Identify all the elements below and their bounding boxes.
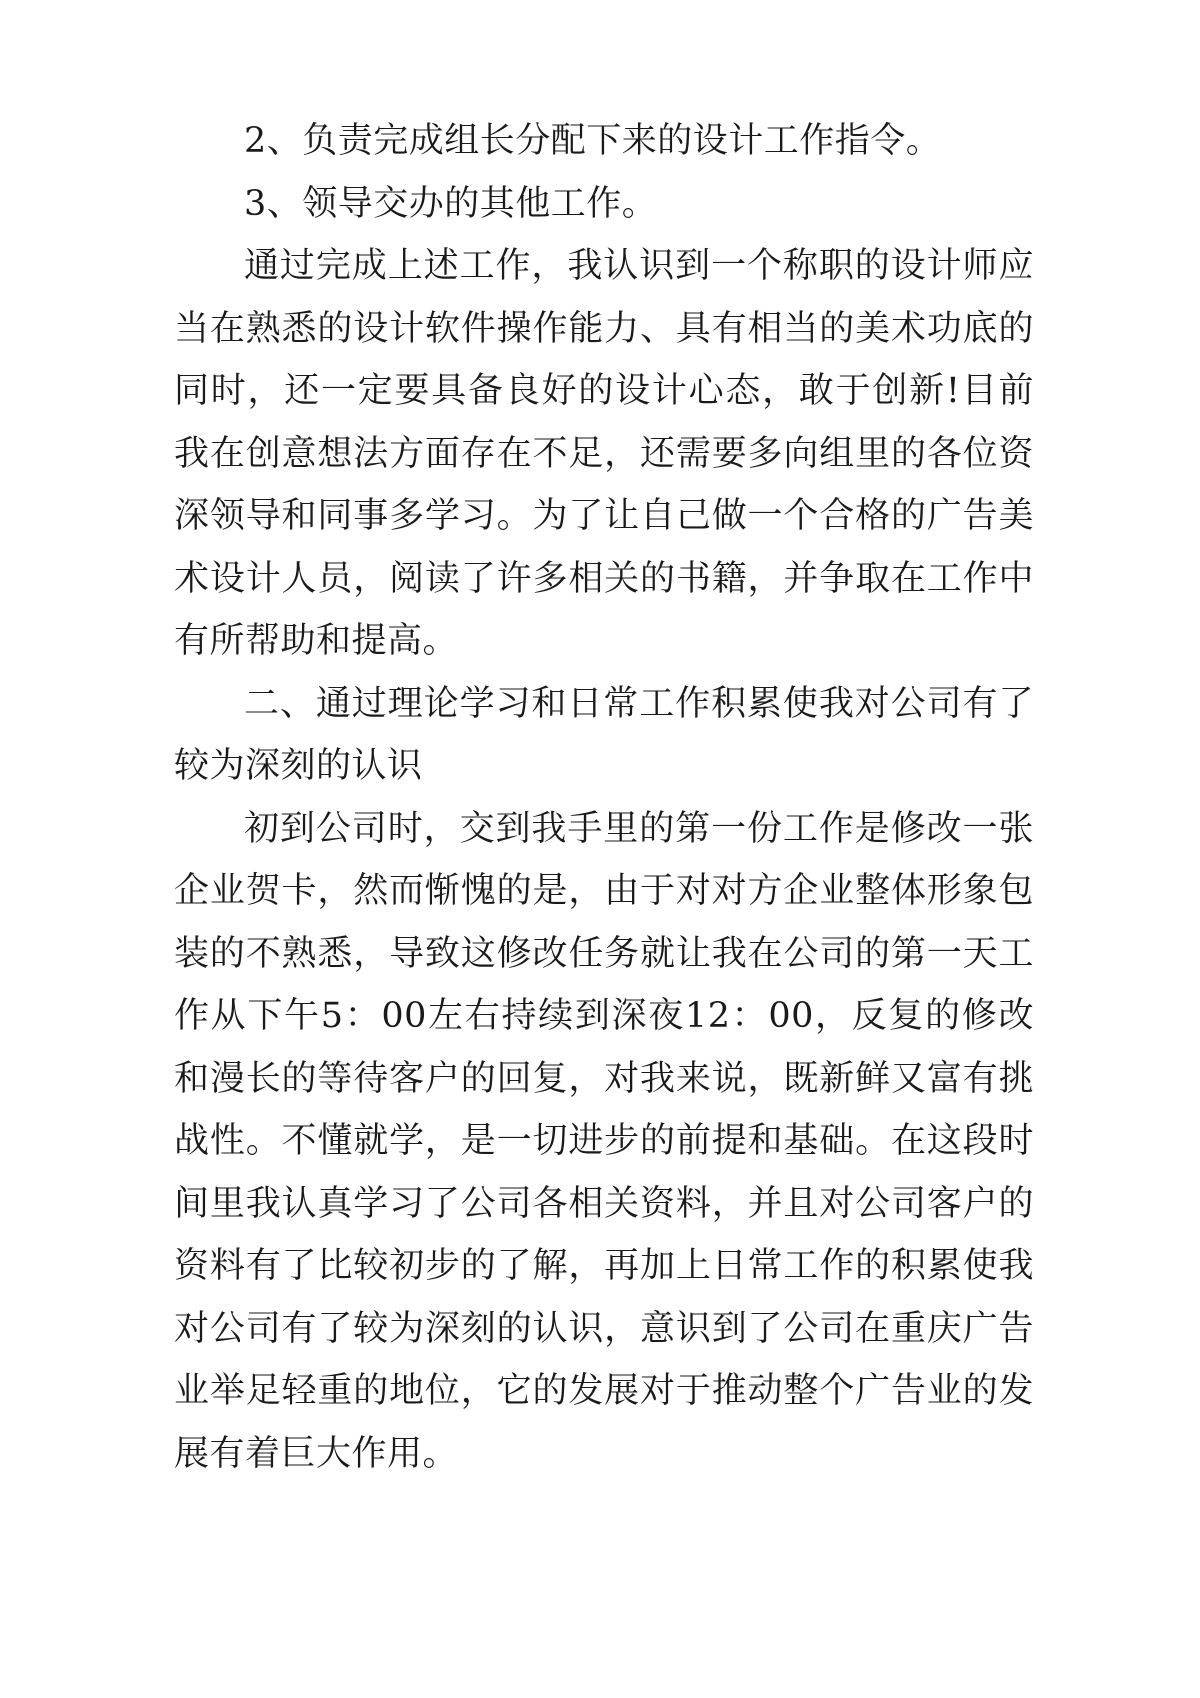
section-heading-2: 二、通过理论学习和日常工作积累使我对公司有了较为深刻的认识 xyxy=(174,683,1034,786)
paragraph-duty-3: 3、领导交办的其他工作。 xyxy=(244,183,658,224)
paragraph-duty-2: 2、负责完成组长分配下来的设计工作指令。 xyxy=(244,121,942,161)
document-body xyxy=(174,110,1034,1485)
paragraph-reflection: 通过完成上述工作，我认识到一个称职的设计师应当在熟悉的设计软件操作能力、具有相当的美术功底的同时，还一定要具备良好的设计心态，敢于创新!目前我在创意想法方面存在不足，还需要多向组里的各位资深领导和同事多学习。为了让自己做一个合格的广告美术设计人员，阅读了许多相关的书籍，并争取在工作中有所帮助和提高。 xyxy=(174,246,1034,661)
paragraph-first-task: 初到公司时，交到我手里的第一份工作是修改一张企业贺卡，然而惭愧的是，由于对对方企业整体形象包装的不熟悉，导致这修改任务就让我在公司的第一天工作从下午5：00左右持续到深夜12：00，反复的修改和漫长的等待客户的回复，对我来说，既新鲜又富有挑战性。不懂就学，是一切进步的前提和基础。在这段时间里我认真学习了公司各相关资料，并且对公司客户的资料有了比较初步的了解，再加上日常工作的积累使我对公司有了较为深刻的认识，意识到了公司在重庆广告业举足轻重的地位，它的发展对于推动整个广告业的发展有着巨大作用。 xyxy=(174,808,1034,1474)
